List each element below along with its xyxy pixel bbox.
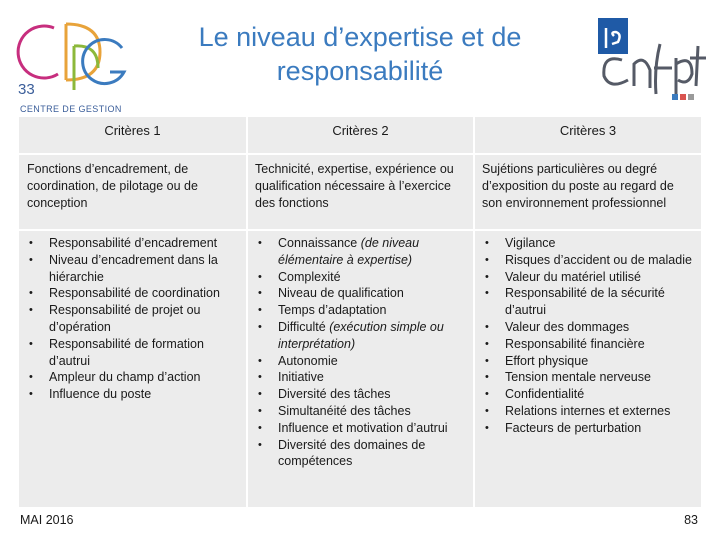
- criteria-item: • Responsabilité financière: [475, 336, 699, 353]
- criteria-item: [248, 319, 472, 353]
- logo-caption: CENTRE DE GESTION: [20, 104, 122, 114]
- criteria-item-text: Diversité des domaines de compétences: [278, 437, 426, 469]
- criteria-item-text: Initiative: [278, 370, 324, 385]
- footer-date: MAI 2016: [20, 513, 74, 527]
- header-criteres-2: Critères 2: [332, 123, 389, 138]
- criteria-item-note: (de niveau élémentaire à expertise): [278, 236, 420, 267]
- criteria-item: [248, 235, 472, 269]
- criteria-item-text: Simultanéité des tâches: [278, 403, 411, 418]
- criteria-list-1: [19, 235, 244, 403]
- table-description-row: [19, 155, 701, 231]
- criteria-item: • Relations internes et externes: [475, 403, 699, 420]
- criteria-item: • Facteurs de perturbation: [475, 420, 699, 437]
- criteria-item: [248, 420, 472, 437]
- page-number: 83: [684, 513, 698, 527]
- criteria-item: • Valeur du matériel utilisé: [475, 269, 699, 286]
- criteria-item: [248, 403, 472, 420]
- logo-right-text: le cnfpt: [648, 24, 652, 25]
- criteria-item: [248, 302, 472, 319]
- criteria-item: [248, 386, 472, 403]
- criteria-list-3: [475, 235, 699, 437]
- criteria-item-text: Difficulté: [278, 319, 330, 334]
- criteria-item: • Ampleur du champ d’action: [19, 369, 244, 386]
- criteria-item: • Responsabilité de coordination: [19, 285, 244, 302]
- criteria-item-text: Autonomie: [278, 353, 338, 368]
- criteria-item: • Responsabilité de projet ou d’opération: [19, 302, 244, 336]
- table-header-row: [19, 117, 701, 155]
- description-criteres-3: Sujétions particulières ou degré d’exposition du poste au regard de son environnement professionnel: [482, 162, 674, 210]
- cdg33-logo: [14, 10, 132, 118]
- criteria-table: [18, 116, 702, 508]
- criteria-item: • Responsabilité de la sécurité d’autrui: [475, 285, 699, 319]
- criteria-item: • Tension mentale nerveuse: [475, 369, 699, 386]
- criteria-list-2: [248, 235, 472, 470]
- criteria-item: • Responsabilité d’encadrement: [19, 235, 244, 252]
- criteria-item-text: Niveau de qualification: [278, 286, 404, 301]
- description-criteres-2: Technicité, expertise, expérience ou qualification nécessaire à l’exercice des fonctions: [255, 162, 454, 210]
- criteria-item: [248, 285, 472, 302]
- criteria-item: • Vigilance: [475, 235, 699, 252]
- cnfpt-logo: [588, 14, 708, 104]
- logo-number: 33: [18, 81, 35, 98]
- criteria-item: • Risques d’accident ou de maladie: [475, 252, 699, 269]
- criteria-item-text: Diversité des tâches: [278, 387, 391, 402]
- criteria-item: • Confidentialité: [475, 386, 699, 403]
- criteria-item: • Influence du poste: [19, 386, 244, 403]
- criteria-item: [248, 353, 472, 370]
- criteria-item-note: (exécution simple ou interprétation): [278, 319, 444, 351]
- criteria-item-text: Connaissance: [278, 236, 361, 250]
- description-criteres-1: Fonctions d’encadrement, de coordination, de pilotage ou de conception: [27, 162, 198, 210]
- page-title: Le niveau d’expertise et de responsabilité: [198, 22, 522, 86]
- criteria-item-text: Influence et motivation d’autrui: [278, 420, 448, 435]
- criteria-item: [248, 437, 472, 471]
- criteria-item: • Responsabilité de formation d’autrui: [19, 336, 244, 370]
- criteria-item: • Niveau d’encadrement dans la hiérarchie: [19, 252, 244, 286]
- criteria-item-text: Temps d’adaptation: [278, 303, 387, 318]
- criteria-item: [248, 369, 472, 386]
- criteria-item: [248, 269, 472, 286]
- criteria-item-text: Complexité: [278, 269, 341, 284]
- criteria-item: • Effort physique: [475, 353, 699, 370]
- header-criteres-1: Critères 1: [104, 123, 161, 138]
- header-criteres-3: Critères 3: [559, 123, 617, 138]
- criteria-item: • Valeur des dommages: [475, 319, 699, 336]
